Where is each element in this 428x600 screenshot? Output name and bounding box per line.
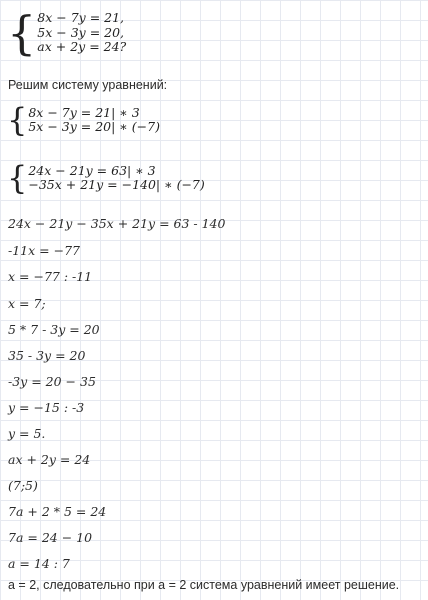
conclusion-text: a = 2, следовательно при а = 2 система уравнений имеет решение. [8, 578, 400, 592]
system2-eq2: 5x − 3y = 20| ∗ (−7) [28, 119, 160, 134]
equation-system-1 [7, 6, 127, 60]
step-line: -3y = 20 − 35 [8, 374, 96, 389]
step-line: 35 - 3y = 20 [8, 348, 86, 363]
system2-eq1: 8x − 7y = 21| ∗ 3 [28, 104, 140, 120]
step-line: y = 5. [8, 426, 46, 441]
step-line: x = −77 : -11 [8, 269, 93, 284]
step-line: 5 * 7 - 3y = 20 [8, 322, 100, 337]
step-line: 7a + 2 * 5 = 24 [8, 504, 107, 519]
system1-eq1: 8x − 7y = 21, [37, 10, 125, 26]
system1-eq2: 5x − 3y = 20, [37, 24, 125, 40]
intro-text: Решим систему уравнений: [8, 78, 168, 92]
step-line: 24x − 21y − 35x + 21y = 63 - 140 [8, 216, 226, 231]
left-brace: { [7, 6, 37, 60]
step-line: x = 7; [8, 296, 46, 311]
step-line: (7;5) [8, 478, 38, 493]
step-line: -11x = −77 [8, 243, 80, 258]
step-line: ax + 2y = 24 [8, 452, 91, 467]
step-line: a = 14 : 7 [8, 556, 70, 571]
step-line: y = −15 : -3 [8, 400, 85, 415]
equation-system-2 [7, 101, 160, 139]
left-brace: { [7, 159, 28, 197]
system1-eq3: ax + 2y = 24? [37, 39, 127, 55]
left-brace: { [7, 101, 28, 139]
step-line: 7a = 24 − 10 [8, 530, 93, 545]
equation-system-3 [7, 159, 205, 197]
system3-eq1: 24x − 21y = 63| ∗ 3 [28, 162, 156, 178]
system3-eq2: −35x + 21y = −140| ∗ (−7) [28, 177, 205, 192]
